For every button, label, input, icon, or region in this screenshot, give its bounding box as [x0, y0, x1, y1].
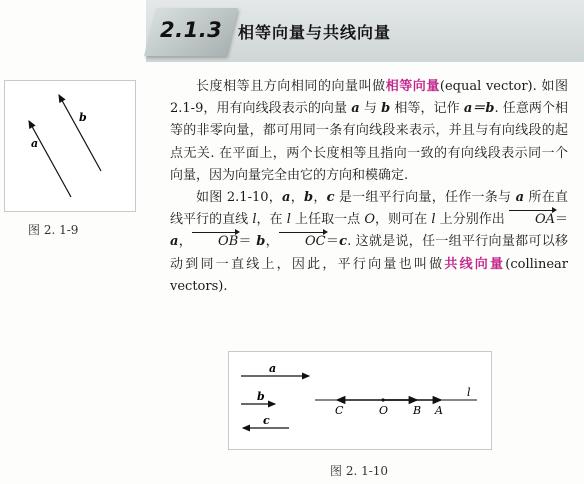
- figure-2-1-9-caption: 图 2. 1-9: [28, 223, 79, 237]
- text-span: 相等，记作: [390, 101, 464, 117]
- text-span: 如图 2.1-10，: [196, 190, 283, 206]
- vector-ob: OB: [192, 231, 238, 253]
- vector-b-label: b: [257, 390, 265, 403]
- body-text: [170, 76, 568, 298]
- vector-a: a: [515, 190, 525, 206]
- vector-b-label: b: [79, 111, 87, 124]
- text-span: ，: [313, 190, 327, 206]
- term-collinear-vector: 共线向量: [444, 256, 506, 272]
- vector-c-label: c: [263, 414, 270, 427]
- vector-b: b: [381, 101, 391, 117]
- vector-a: a: [351, 101, 360, 117]
- vector-a: a: [170, 234, 179, 250]
- text-span: 上任取一点: [290, 212, 365, 228]
- text-span: 是一组平行向量，任作一条与: [334, 190, 516, 206]
- vector-c: c: [326, 190, 335, 206]
- text-span: 长度相等且方向相同的向量叫做: [196, 79, 386, 94]
- text-span: 与: [359, 101, 382, 117]
- point-c-label: C: [335, 404, 344, 417]
- text-span: ，: [265, 234, 279, 250]
- vector-a-label: a: [31, 137, 39, 150]
- vector-oc: OC: [279, 231, 326, 253]
- text-span: ＝: [325, 234, 340, 250]
- text-span: ＝: [238, 234, 257, 250]
- point-o-dot: [381, 398, 384, 401]
- vector-c: c: [339, 234, 348, 250]
- line-l-label: l: [467, 386, 471, 399]
- point-o: O: [364, 212, 376, 228]
- equation-a-equals-b: a＝b: [463, 101, 495, 117]
- figure-2-1-10-caption: 图 2. 1-10: [330, 464, 389, 478]
- section-number: 2.1.3: [160, 18, 223, 42]
- vector-a-label: a: [269, 362, 277, 375]
- vector-oa: OA: [509, 209, 555, 231]
- figure-2-1-10: [228, 351, 492, 450]
- line-l: l: [252, 212, 257, 228]
- vector-b-line: [59, 95, 101, 171]
- section-title: 相等向量与共线向量: [238, 23, 392, 42]
- text-span: ，在: [256, 212, 287, 228]
- text-span: ，则可在: [375, 212, 432, 228]
- vector-a-line: [29, 121, 71, 197]
- text-span: ，: [178, 234, 193, 250]
- figure-2-1-9-svg: [5, 81, 135, 211]
- vector-a: a: [282, 190, 291, 206]
- figure-2-1-9: [4, 80, 136, 212]
- point-b-label: B: [413, 404, 422, 417]
- line-l: l: [431, 212, 436, 228]
- line-l: l: [286, 212, 291, 228]
- term-equal-vector: 相等向量: [385, 79, 440, 94]
- vector-b: b: [256, 234, 266, 250]
- paragraph-1: [170, 76, 568, 187]
- point-a-label: A: [435, 404, 443, 417]
- figure-2-1-10-svg: [229, 352, 491, 449]
- text-span: ，: [290, 190, 304, 206]
- text-span: . 任意两个相等的非零向量，都可用同一条有向线段来表示，并且与有向线段的起点无关. 在平面上，两个长度相等且指向一致的有向线段表示同一个向量，因为向量完全由它的方向和模确定.: [170, 101, 568, 183]
- paragraph-2: [170, 187, 568, 298]
- vector-b: b: [303, 190, 314, 206]
- point-o-label: O: [379, 404, 389, 417]
- text-span: (collinear vectors).: [170, 256, 568, 294]
- text-span: 上分别作出: [435, 212, 509, 228]
- text-span: . 这就是说，任一组平行向量都可以移动到同一直线上，因此，平行向量也叫做: [170, 234, 568, 272]
- text-span: ＝: [554, 212, 569, 228]
- text-span: (equal vector). 如图 2.1-9，用有向线段表示的向量: [170, 79, 568, 117]
- text-span: 所在直线平行的直线: [170, 190, 568, 228]
